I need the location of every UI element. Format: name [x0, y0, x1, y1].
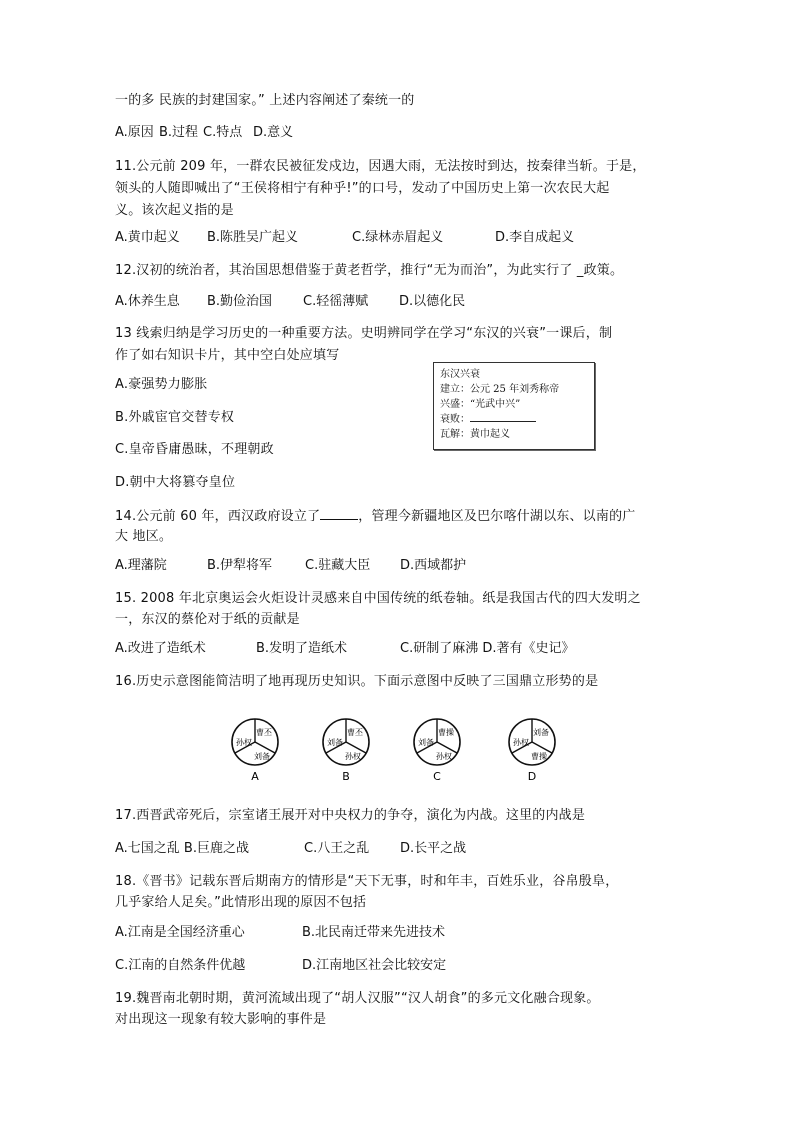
q12-option-b: B.勤俭治国 — [207, 294, 273, 309]
q10-options — [115, 124, 293, 142]
q14-option-d: D.西域都护 — [400, 558, 467, 573]
circle-d-bottom-label: 曹操 — [531, 752, 547, 761]
card-decline-label: 衰败： — [440, 414, 470, 425]
circle-group-b — [323, 719, 369, 783]
q14-option-a: A.理藩院 — [115, 558, 167, 573]
card-decline — [440, 412, 588, 427]
q13-option-b: B.外戚宦官交替专权 — [115, 410, 235, 425]
q19-stem-line2: 对出现这一现象有较大影响的事件是 — [115, 1012, 327, 1027]
knowledge-card — [433, 362, 595, 450]
q19-stem-line1: 19.魏晋南北朝时期，黄河流域出现了“胡人汉服”“汉人胡食”的多元文化融合现象。 — [115, 991, 600, 1006]
q15-stem-line1: 15. 2008 年北京奥运会火炬设计灵感来自中国传统的纸卷轴。纸是我国古代的四大发明之 — [115, 591, 641, 606]
circle-c-left-label: 刘备 — [418, 738, 434, 747]
card-decline-blank — [470, 412, 536, 422]
circle-a-left-label: 孙权 — [236, 738, 252, 747]
q18-option-c: C.江南的自然条件优越 — [115, 958, 246, 973]
q13-stem-line1: 13 线索归纳是学习历史的一种重要方法。史明辨同学在学习“东汉的兴衰”一课后，制 — [115, 326, 613, 341]
q14-option-c: C.驻藏大臣 — [305, 558, 371, 573]
q14-stem-pre: 14.公元前 60 年，西汉政府设立了 — [115, 509, 321, 524]
q15-option-b: B.发明了造纸术 — [256, 641, 348, 656]
q12-option-d: D.以德化民 — [399, 294, 466, 309]
q15-stem-line2: 一，东汉的蔡伦对于纸的贡献是 — [115, 612, 300, 627]
circle-c-bottom-label: 孙权 — [436, 752, 452, 761]
q13-option-c: C.皇帝昏庸愚昧，不理朝政 — [115, 442, 274, 457]
q14-stem-line2: 大 地区。 — [115, 529, 173, 544]
card-rise: 兴盛：“光武中兴” — [440, 399, 521, 410]
q17-stem: 17.西晋武帝死后，宗室诸王展开对中央权力的争夺，演化为内战。这里的内战是 — [115, 808, 586, 823]
circle-d-top-label: 刘备 — [533, 728, 549, 737]
circle-d-left-label: 孙权 — [513, 738, 529, 747]
q11-option-a: A.黄巾起义 — [115, 230, 180, 245]
q10-option-c: C.特点 — [203, 125, 243, 140]
q12-option-c: C.轻徭薄赋 — [303, 294, 369, 309]
circle-a-top-label: 曹丕 — [256, 728, 272, 737]
q18-options-row2 — [115, 957, 446, 975]
circle-b-letter: B — [342, 770, 350, 783]
circle-a-letter: A — [251, 770, 259, 783]
q13-stem-line2: 作了如右知识卡片，其中空白处应填写 — [115, 348, 340, 363]
q17-options — [115, 840, 466, 858]
q10-option-a: A.原因 — [115, 125, 154, 140]
q17-option-d: D.长平之战 — [400, 841, 467, 856]
circle-b-bottom-label: 孙权 — [345, 752, 361, 761]
q11-stem-line2: 领头的人随即喊出了“王侯将相宁有种乎!”的口号，发动了中国历史上第一次农民大起 — [115, 181, 610, 196]
three-kingdoms-diagram — [230, 705, 570, 795]
card-founded: 建立：公元 25 年刘秀称帝 — [440, 384, 560, 395]
q18-option-d: D.江南地区社会比较安定 — [302, 958, 447, 973]
q11-option-c: C.绿林赤眉起义 — [352, 230, 444, 245]
q13-option-d: D.朝中大将篡夺皇位 — [115, 475, 236, 490]
q18-option-a: A.江南是全国经济重心 — [115, 925, 245, 940]
q16-stem: 16.历史示意图能简洁明了地再现历史知识。下面示意图中反映了三国鼎立形势的是 — [115, 674, 599, 689]
q17-option-c: C.八王之乱 — [304, 841, 370, 856]
q17-option-ab: A.七国之乱 B.巨鹿之战 — [115, 841, 249, 856]
q15-option-c: C.研制了麻沸 D.著有《史记》 — [400, 641, 575, 656]
q11-stem-line1: 11.公元前 209 年，一群农民被征发戍边，因遇大雨，无法按时到达，按秦律当斩。于是， — [115, 159, 646, 174]
q13-option-a: A.豪强势力膨胀 — [115, 377, 208, 392]
q18-stem-line2: 几乎家给人足矣。”此情形出现的原因不包括 — [115, 895, 367, 910]
circle-group-c — [414, 719, 460, 783]
circle-c-letter: C — [433, 770, 441, 783]
circle-group-d — [509, 719, 555, 783]
card-collapse: 瓦解：黄巾起义 — [440, 429, 510, 440]
q14-stem-post: ，管理今新疆地区及巴尔喀什湖以东、以南的广 — [358, 509, 636, 524]
circle-b-left-label: 刘备 — [327, 738, 343, 747]
card-title: 东汉兴衰 — [440, 369, 480, 380]
q12-options — [115, 293, 465, 311]
q11-options — [115, 229, 574, 247]
q18-stem-line1: 18.《晋书》记载东晋后期南方的情形是“天下无事，时和年丰，百姓乐业，谷帛殷阜， — [115, 874, 619, 889]
q10-option-b: B.过程 — [159, 125, 199, 140]
q18-options-row1 — [115, 924, 445, 942]
q12-option-a: A.休养生息 — [115, 294, 180, 309]
circle-a-bottom-label: 刘备 — [254, 752, 270, 761]
circle-b-top-label: 曹丕 — [347, 728, 363, 737]
q15-options — [115, 640, 575, 658]
q14-option-b: B.伊犁将军 — [207, 558, 273, 573]
q14-options — [115, 557, 466, 575]
q11-option-b: B.陈胜吴广起义 — [207, 230, 299, 245]
circle-d-letter: D — [527, 770, 537, 783]
q10-option-d: D.意义 — [253, 125, 294, 140]
q14-stem-line1 — [115, 507, 635, 526]
q10-stem: 一的多 民族的封建国家。” 上述内容阐述了秦统一的 — [115, 93, 415, 108]
q12-stem: 12.汉初的统治者，其治国思想借鉴于黄老哲学，推行“无为而治”，为此实行了 _政策。 — [115, 263, 624, 278]
q11-stem-line3: 义。该次起义指的是 — [115, 203, 234, 218]
q11-option-d: D.李自成起义 — [495, 230, 575, 245]
circle-c-top-label: 曹操 — [438, 728, 454, 737]
q15-option-a: A.改进了造纸术 — [115, 641, 206, 656]
q18-option-b: B.北民南迁带来先进技术 — [302, 925, 446, 940]
circle-group-a — [232, 719, 278, 783]
q14-blank — [320, 507, 358, 520]
